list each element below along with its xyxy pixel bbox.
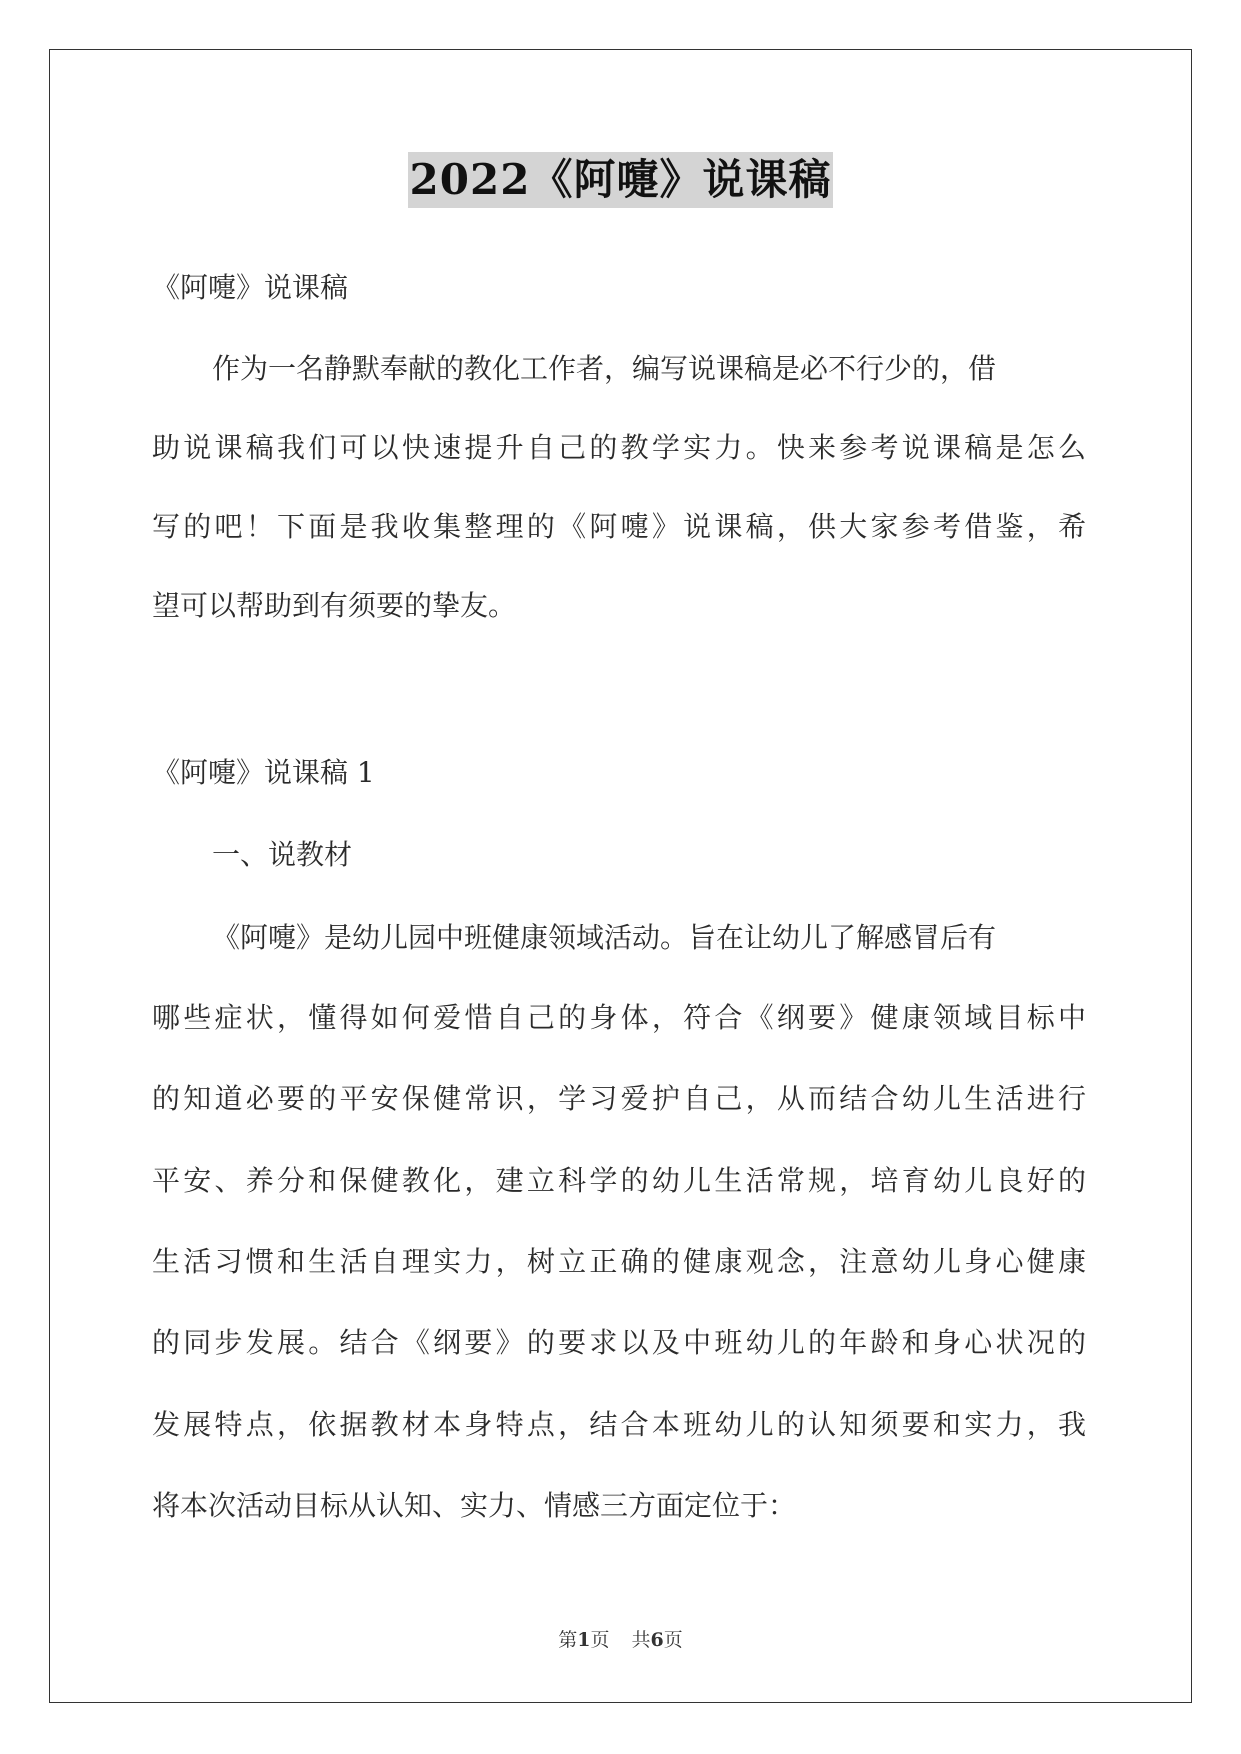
section-title: 《阿嚏》说课稿 1 (152, 756, 375, 789)
body-line-8: 将本次活动目标从认知、实力、情感三方面定位于： (152, 1489, 797, 1522)
total-prefix: 共 (631, 1629, 651, 1651)
title-container (0, 152, 1241, 208)
body-line-4: 平安、养分和保健教化，建立科学的幼儿生活常规，培育幼儿良好的 (152, 1164, 1086, 1197)
intro-line-4: 望可以帮助到有须要的挚友。 (152, 589, 517, 622)
body-line-5: 生活习惯和生活自理实力，树立正确的健康观念，注意幼儿身心健康 (152, 1245, 1086, 1278)
subtitle: 《阿嚏》说课稿 (152, 271, 349, 304)
subsection-title: 一、说教材 (212, 838, 353, 871)
page-total: 6 (650, 1629, 664, 1651)
body-line-3: 的知道必要的平安保健常识，学习爱护自己，从而结合幼儿生活进行 (152, 1082, 1086, 1115)
intro-line-1: 作为一名静默奉献的教化工作者，编写说课稿是必不行少的，借 (212, 352, 997, 385)
document-title: 2022《阿嚏》说课稿 (408, 152, 834, 208)
page-unit: 页 (590, 1629, 610, 1651)
page-current: 1 (577, 1629, 591, 1651)
body-line-2: 哪些症状，懂得如何爱惜自己的身体，符合《纲要》健康领域目标中 (152, 1001, 1086, 1034)
intro-line-3: 写的吧！下面是我收集整理的《阿嚏》说课稿，供大家参考借鉴，希 (152, 510, 1086, 543)
intro-line-2: 助说课稿我们可以快速提升自己的教学实力。快来参考说课稿是怎么 (152, 431, 1086, 464)
body-line-1: 《阿嚏》是幼儿园中班健康领域活动。旨在让幼儿了解感冒后有 (212, 921, 997, 954)
body-line-6: 的同步发展。结合《纲要》的要求以及中班幼儿的年龄和身心状况的 (152, 1326, 1086, 1359)
page-footer (0, 1627, 1241, 1653)
body-line-7: 发展特点，依据教材本身特点，结合本班幼儿的认知须要和实力，我 (152, 1408, 1086, 1441)
page-prefix: 第 (558, 1629, 578, 1651)
total-unit: 页 (663, 1629, 683, 1651)
